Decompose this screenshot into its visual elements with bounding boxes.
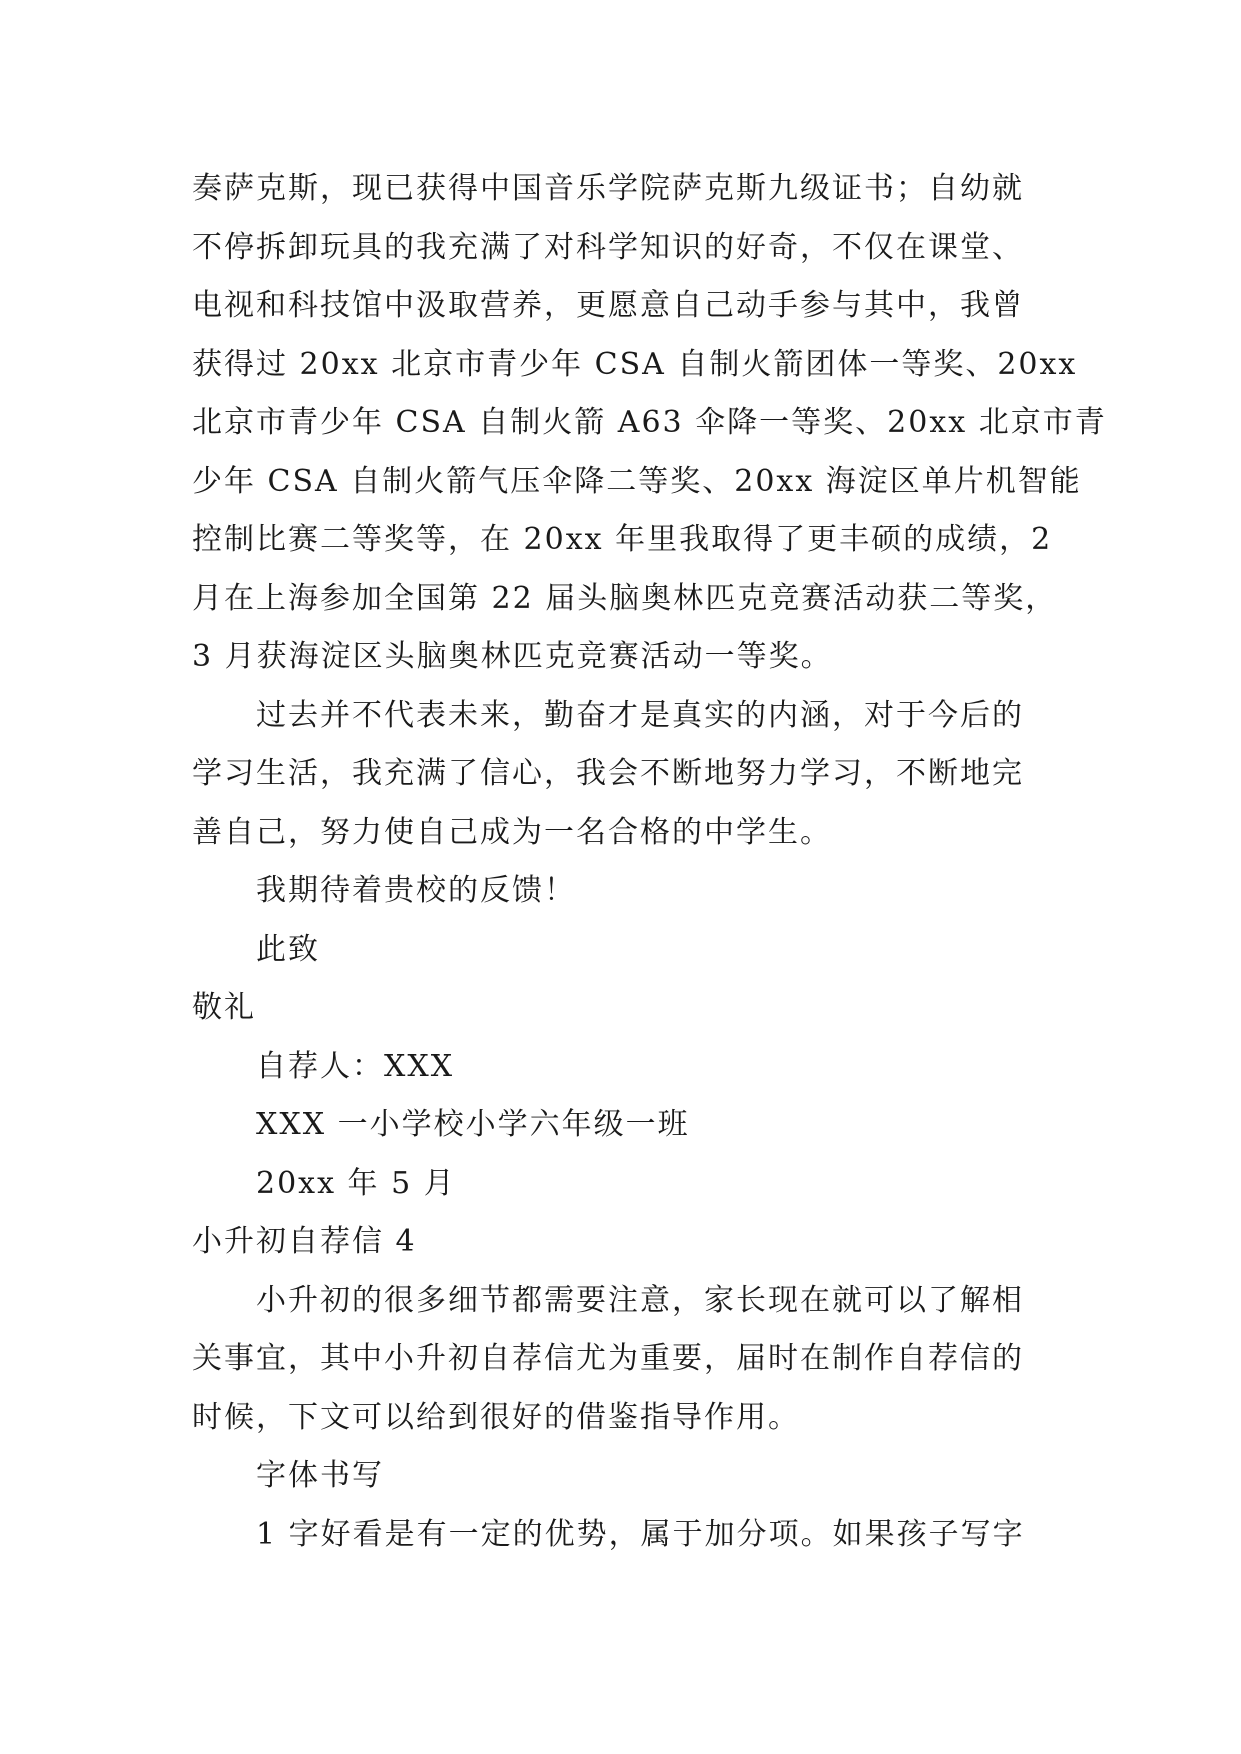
paragraph-start-line: 过去并不代表未来，勤奋才是真实的内涵，对于今后的 xyxy=(256,697,1024,733)
text-line: 获得过 20xx 北京市青少年 CSA 自制火箭团体一等奖、20xx xyxy=(192,346,1078,382)
signature-date: 20xx 年 5 月 xyxy=(256,1165,456,1201)
subsection-heading: 字体书写 xyxy=(256,1458,384,1493)
paragraph-start-line: 1 字好看是有一定的优势，属于加分项。如果孩子写字 xyxy=(256,1516,1025,1552)
closing-line: 我期待着贵校的反馈！ xyxy=(256,873,576,908)
signature-name: 自荐人：XXX xyxy=(256,1048,455,1084)
signature-school: XXX 一小学校小学六年级一班 xyxy=(256,1107,690,1142)
text-line: 3 月获海淀区头脑奥林匹克竞赛活动一等奖。 xyxy=(192,639,833,674)
text-line: 电视和科技馆中汲取营养，更愿意自己动手参与其中，我曾 xyxy=(192,288,1024,323)
section-title: 小升初自荐信 4 xyxy=(192,1224,417,1259)
document-body xyxy=(192,160,1107,1564)
text-line: 时候，下文可以给到很好的借鉴指导作用。 xyxy=(192,1399,800,1435)
text-line: 奏萨克斯，现已获得中国音乐学院萨克斯九级证书；自幼就 xyxy=(192,171,1024,206)
text-line: 关事宜，其中小升初自荐信尤为重要，届时在制作自荐信的 xyxy=(192,1341,1024,1376)
text-line: 少年 CSA 自制火箭气压伞降二等奖、20xx 海淀区单片机智能 xyxy=(192,463,1082,499)
text-line: 月在上海参加全国第 22 届头脑奥林匹克竞赛活动获二等奖， xyxy=(192,580,1058,616)
text-line: 控制比赛二等奖等，在 20xx 年里我取得了更丰硕的成绩，2 xyxy=(192,522,1053,557)
text-line: 北京市青少年 CSA 自制火箭 A63 伞降一等奖、20xx 北京市青 xyxy=(192,405,1107,440)
salutation-line: 此致 xyxy=(256,931,320,967)
text-line: 善自己，努力使自己成为一名合格的中学生。 xyxy=(192,814,832,850)
salutation-respect: 敬礼 xyxy=(192,990,256,1025)
paragraph-start-line: 小升初的很多细节都需要注意，家长现在就可以了解相 xyxy=(256,1282,1024,1318)
text-line: 不停拆卸玩具的我充满了对科学知识的好奇，不仅在课堂、 xyxy=(192,229,1024,265)
text-line: 学习生活，我充满了信心，我会不断地努力学习，不断地完 xyxy=(192,756,1024,791)
